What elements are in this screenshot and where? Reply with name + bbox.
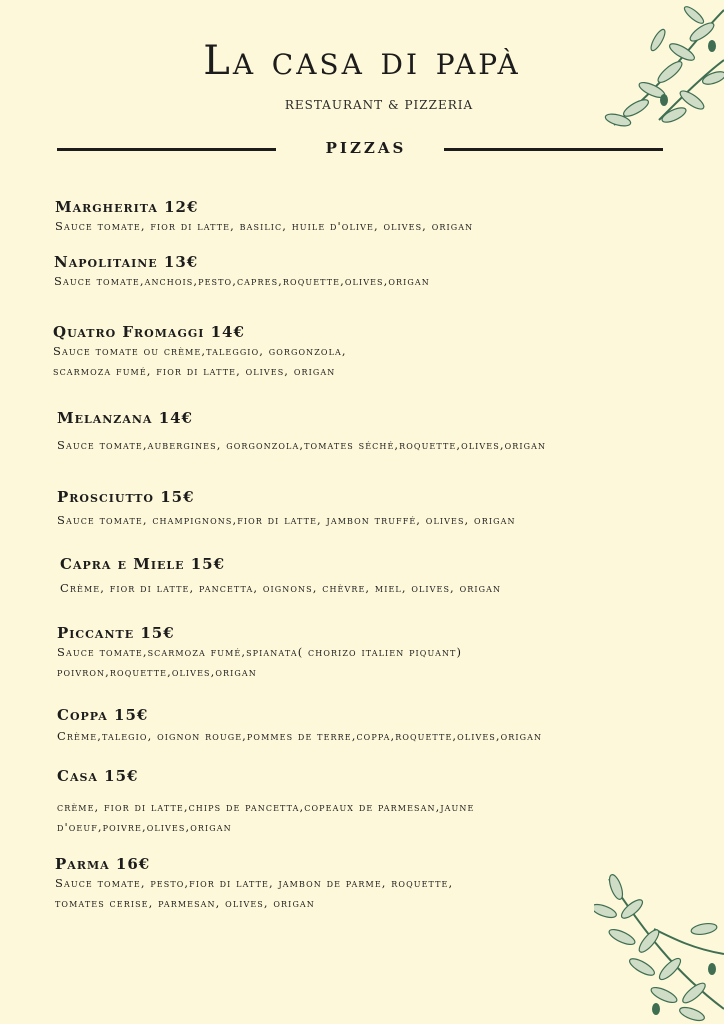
pizza-name: Napolitaine 13€ [54, 253, 199, 271]
pizza-name: Margherita 12€ [55, 198, 199, 216]
pizza-item [57, 488, 516, 530]
restaurant-subtitle: RESTAURANT & PIZZERIA [284, 98, 474, 112]
pizza-description: Sauce tomate,scarmoza fumé,spianata( chorizo italien piquant) [57, 645, 463, 659]
olive-branch-bottom-icon [594, 869, 724, 1024]
pizza-item [57, 706, 542, 746]
pizza-item [54, 253, 430, 291]
divider-right [444, 148, 663, 151]
pizza-description: Sauce tomate, fior di latte, basilic, huile d'olive, olives, origan [55, 219, 474, 233]
pizza-name: Prosciutto 15€ [57, 488, 195, 506]
pizza-item [57, 409, 546, 455]
pizza-description: Sauce tomate, champignons,fior di latte, jambon truffé, olives, origan [57, 513, 516, 527]
pizza-name: Melanzana 14€ [57, 409, 193, 427]
pizza-name: Piccante 15€ [57, 624, 175, 642]
pizza-description: Sauce tomate ou crème,taleggio, gorgonzola, [53, 344, 347, 358]
pizza-description: scarmoza fumé, fior di latte, olives, origan [53, 364, 336, 378]
pizza-description: Sauce tomate,aubergines, gorgonzola,tomates séché,roquette,olives,origan [57, 438, 547, 452]
pizza-description: poivron,roquette,olives,origan [57, 665, 257, 679]
pizza-description: Crème,talegio, oignon rouge,pommes de terre,coppa,roquette,olives,origan [57, 729, 543, 743]
divider-left [57, 148, 276, 151]
pizza-item [53, 323, 347, 381]
pizza-name: Capra e Miele 15€ [60, 555, 226, 573]
pizza-item [60, 555, 501, 598]
pizza-item [55, 198, 473, 236]
pizza-description: crème, fior di latte,chips de pancetta,copeaux de parmesan,jaune [57, 800, 475, 814]
pizza-description: tomates cerise, parmesan, olives, origan [55, 896, 315, 910]
pizza-name: Quatro Fromaggi 14€ [53, 323, 245, 341]
pizza-description: Sauce tomate, pesto,fior di latte, jambon de parme, roquette, [55, 876, 454, 890]
pizza-item [57, 624, 462, 682]
restaurant-title: La casa di papà [203, 38, 521, 84]
pizza-name: Casa 15€ [57, 767, 139, 785]
pizza-description: Crème, fior di latte, pancetta, oignons, chèvre, miel, olives, origan [60, 581, 502, 595]
pizza-name: Parma 16€ [55, 855, 151, 873]
section-title: PIZZAS [325, 139, 407, 157]
pizza-description: d'oeuf,poivre,olives,origan [57, 820, 232, 834]
pizza-description: Sauce tomate,anchois,pesto,capres,roquette,olives,origan [54, 274, 430, 288]
pizza-item [57, 767, 474, 837]
pizza-name: Coppa 15€ [57, 706, 149, 724]
pizza-item [55, 855, 453, 913]
